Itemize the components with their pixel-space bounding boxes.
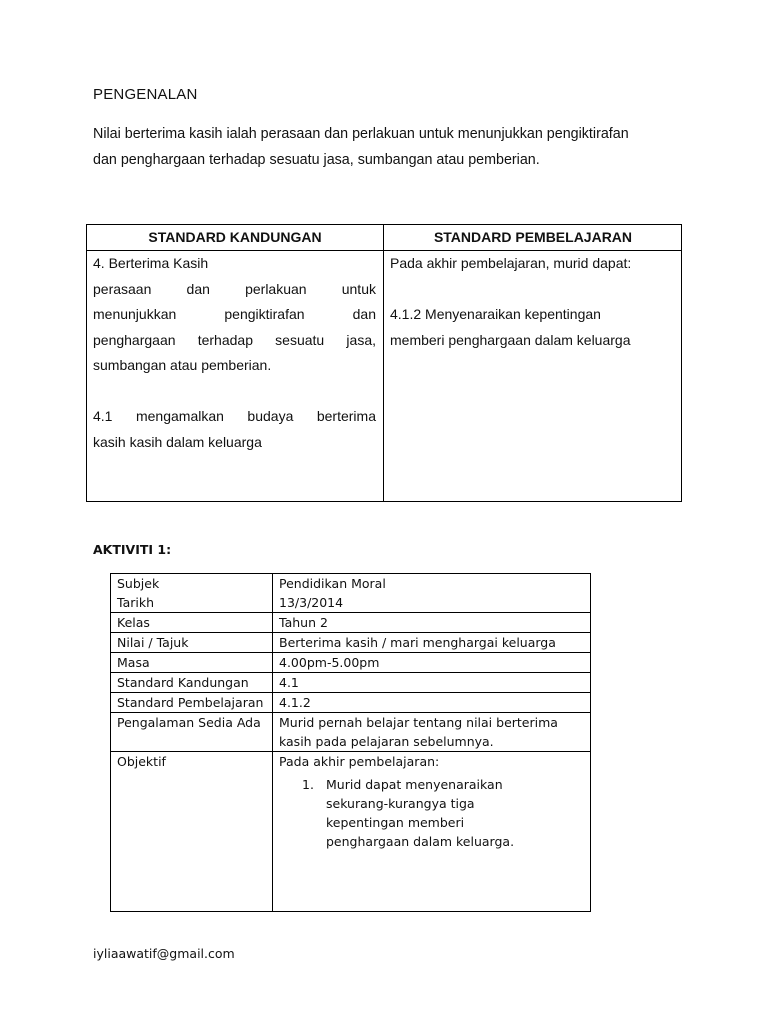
- table-row: [111, 752, 591, 912]
- row-value: 4.00pm-5.00pm: [273, 653, 591, 673]
- cell-line: perasaan dan perlakuan untuk: [93, 280, 376, 297]
- cell-line: penghargaan terhadap sesuatu jasa,: [93, 331, 376, 348]
- cell-line: 4. Berterima Kasih: [93, 255, 209, 271]
- cell-line: menunjukkan pengiktirafan dan: [93, 306, 376, 322]
- footer-email: iyliaawatif@gmail.com: [93, 946, 235, 961]
- header-standard-kandungan: STANDARD KANDUNGAN: [148, 229, 322, 245]
- row-label: Objektif: [111, 752, 273, 912]
- objective-intro: Pada akhir pembelajaran:: [279, 754, 440, 769]
- row-value: Berterima kasih / mari menghargai keluarga: [273, 633, 591, 653]
- standards-table: [86, 224, 682, 502]
- activity-title: AKTIVITI 1:: [93, 542, 172, 557]
- table-row: [111, 713, 591, 752]
- row-value: 13/3/2014: [273, 593, 591, 613]
- row-value: 4.1: [273, 673, 591, 693]
- row-label: Nilai / Tajuk: [111, 633, 273, 653]
- intro-paragraph: [93, 121, 683, 173]
- cell-line: memberi penghargaan dalam keluarga: [390, 331, 631, 348]
- cell-line: kasih kasih dalam keluarga: [93, 433, 262, 450]
- row-value: [273, 713, 591, 752]
- standard-pembelajaran-cell: [390, 251, 675, 353]
- list-number: 1.: [302, 777, 314, 792]
- table-row: [111, 673, 591, 693]
- standard-kandungan-cell: [93, 251, 376, 455]
- row-label: Standard Pembelajaran: [111, 693, 273, 713]
- value-line: kasih pada pelajaran sebelumnya.: [279, 734, 494, 749]
- row-label: Tarikh: [111, 593, 273, 613]
- cell-line: 4.1 mengamalkan budaya berterima: [93, 408, 376, 424]
- value-line: Murid pernah belajar tentang nilai berterima: [279, 715, 558, 730]
- intro-line: Nilai berterima kasih ialah perasaan dan perlakuan untuk menunjukkan pengiktirafan: [93, 126, 629, 142]
- row-label: Kelas: [111, 613, 273, 633]
- section-heading: PENGENALAN: [93, 86, 198, 103]
- table-divider: [383, 225, 384, 501]
- row-value: [273, 752, 591, 912]
- row-label: Pengalaman Sedia Ada: [111, 713, 273, 752]
- objective-list: [279, 771, 584, 851]
- cell-line: Pada akhir pembelajaran, murid dapat:: [390, 255, 632, 271]
- row-value: 4.1.2: [273, 693, 591, 713]
- lesson-plan-table: [110, 573, 591, 912]
- intro-line: dan penghargaan terhadap sesuatu jasa, sumbangan atau pemberian.: [93, 152, 540, 168]
- row-value: Pendidikan Moral: [273, 574, 591, 594]
- table-row: [111, 693, 591, 713]
- header-standard-pembelajaran: STANDARD PEMBELAJARAN: [433, 229, 633, 245]
- table-row: [111, 574, 591, 594]
- row-label: Masa: [111, 653, 273, 673]
- row-value: Tahun 2: [273, 613, 591, 633]
- table-row: [111, 593, 591, 613]
- table-row: [111, 653, 591, 673]
- cell-line: sumbangan atau pemberian.: [93, 357, 272, 373]
- list-text: Murid dapat menyenaraikan sekurang-kurangya tiga kepentingan memberi penghargaan dalam keluarga.: [326, 777, 515, 849]
- table-row: [111, 613, 591, 633]
- row-label: Standard Kandungan: [111, 673, 273, 693]
- row-label: Subjek: [111, 574, 273, 594]
- list-item: [279, 775, 532, 851]
- cell-line: 4.1.2 Menyenaraikan kepentingan: [390, 306, 601, 322]
- table-row: [111, 633, 591, 653]
